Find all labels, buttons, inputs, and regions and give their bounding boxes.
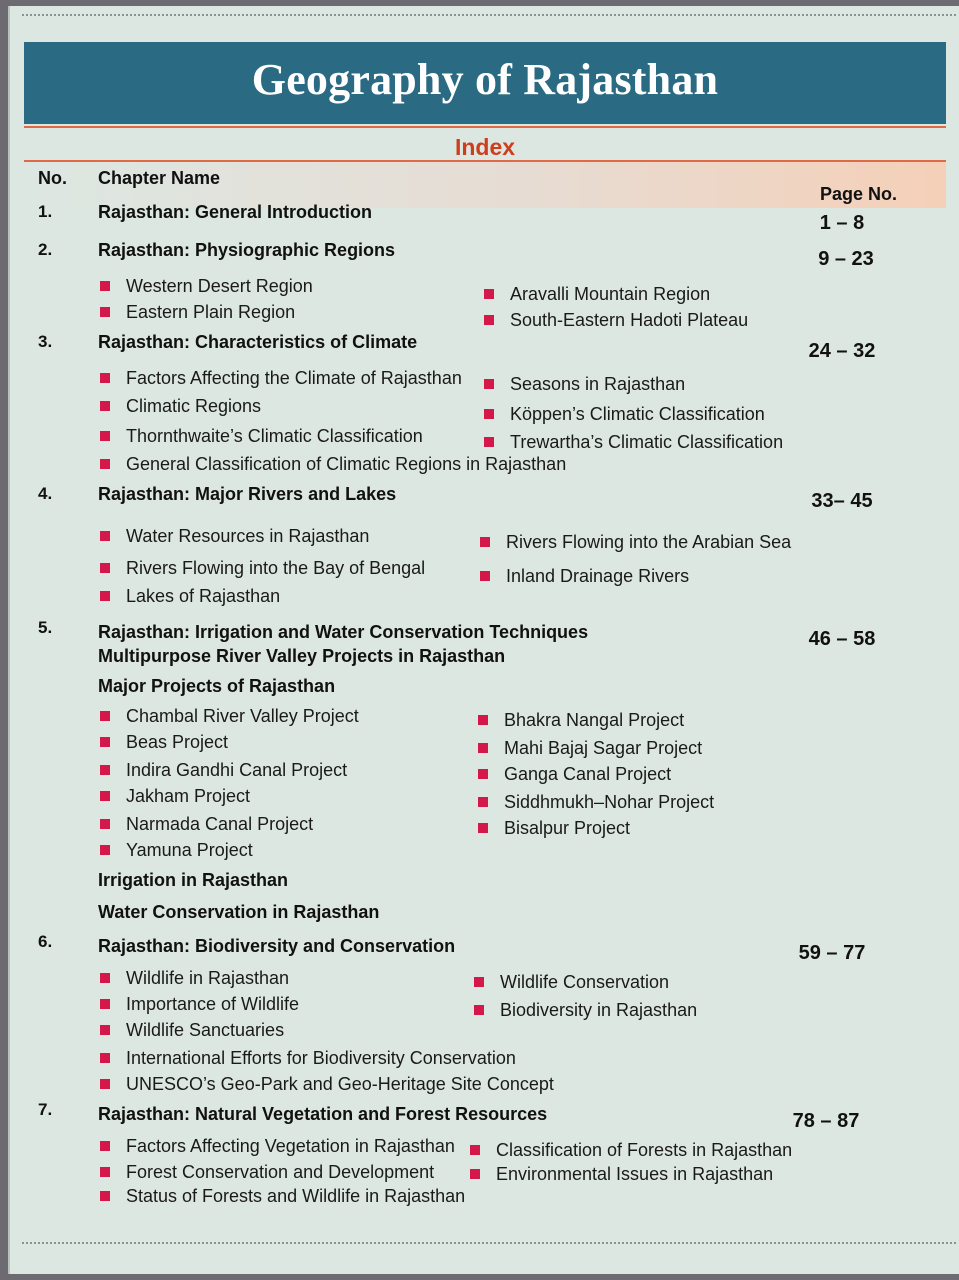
list-item: Climatic Regions — [100, 396, 261, 417]
square-bullet-icon — [484, 379, 494, 389]
chapter-number: 4. — [38, 484, 53, 503]
page-range: 33– 45 — [811, 490, 873, 512]
square-bullet-icon — [100, 1141, 110, 1151]
square-bullet-icon — [480, 537, 490, 547]
square-bullet-icon — [100, 999, 110, 1009]
square-bullet-icon — [100, 459, 110, 469]
banner-divider — [24, 126, 946, 128]
list-item: Factors Affecting the Climate of Rajasthan — [100, 368, 462, 389]
square-bullet-icon — [478, 743, 488, 753]
section-subtitle: Major Projects of Rajasthan — [98, 676, 336, 696]
page-title: Geography of Rajasthan — [251, 55, 719, 104]
square-bullet-icon — [100, 1053, 110, 1063]
square-bullet-icon — [100, 791, 110, 801]
square-bullet-icon — [100, 373, 110, 383]
header-no: No. — [38, 168, 67, 188]
list-item: UNESCO’s Geo-Park and Geo-Heritage Site Concept — [100, 1074, 554, 1095]
square-bullet-icon — [100, 431, 110, 441]
page-range: 1 – 8 — [819, 212, 865, 234]
square-bullet-icon — [478, 715, 488, 725]
square-bullet-icon — [484, 315, 494, 325]
list-item: Jakham Project — [100, 786, 250, 807]
list-item: Water Resources in Rajasthan — [100, 526, 369, 547]
chapter-number: 7. — [38, 1100, 53, 1119]
section-subtitle: Water Conservation in Rajasthan — [98, 902, 380, 922]
header-page: Page No. — [820, 184, 898, 204]
list-item: Wildlife in Rajasthan — [100, 968, 289, 989]
square-bullet-icon — [100, 1079, 110, 1089]
list-item: Beas Project — [100, 732, 228, 753]
list-item: Eastern Plain Region — [100, 302, 295, 323]
list-item: Factors Affecting Vegetation in Rajasthan — [100, 1136, 455, 1157]
list-item: International Efforts for Biodiversity Conservation — [100, 1048, 516, 1069]
square-bullet-icon — [478, 769, 488, 779]
list-item: Inland Drainage Rivers — [480, 566, 689, 587]
square-bullet-icon — [478, 797, 488, 807]
square-bullet-icon — [484, 409, 494, 419]
square-bullet-icon — [480, 571, 490, 581]
chapter-number: 2. — [38, 240, 53, 259]
square-bullet-icon — [470, 1169, 480, 1179]
header-chapter: Chapter Name — [98, 168, 221, 188]
list-item: Environmental Issues in Rajasthan — [470, 1164, 773, 1185]
page-range: 9 – 23 — [818, 248, 874, 270]
square-bullet-icon — [484, 437, 494, 447]
list-item: Indira Gandhi Canal Project — [100, 760, 347, 781]
chapter-number: 5. — [38, 618, 53, 637]
book-page — [8, 6, 959, 1274]
page-range: 59 – 77 — [798, 942, 866, 964]
square-bullet-icon — [100, 711, 110, 721]
chapter-title: Rajasthan: Characteristics of Climate — [98, 332, 418, 352]
chapter-title: Rajasthan: Major Rivers and Lakes — [98, 484, 397, 504]
chapter-title: Rajasthan: Natural Vegetation and Forest Resources — [98, 1104, 548, 1124]
section-subtitle: Irrigation in Rajasthan — [98, 870, 289, 890]
page-border-bottom — [22, 1242, 956, 1244]
list-item: Narmada Canal Project — [100, 814, 313, 835]
square-bullet-icon — [474, 1005, 484, 1015]
index-heading: Index — [454, 134, 516, 160]
list-item: Biodiversity in Rajasthan — [474, 1000, 697, 1021]
square-bullet-icon — [100, 973, 110, 983]
list-item: Status of Forests and Wildlife in Rajasthan — [100, 1186, 465, 1207]
list-item: Yamuna Project — [100, 840, 253, 861]
chapter-number: 3. — [38, 332, 53, 351]
list-item: Bisalpur Project — [478, 818, 630, 839]
list-item: Chambal River Valley Project — [100, 706, 359, 727]
list-item: Rivers Flowing into the Arabian Sea — [480, 532, 791, 553]
page-range: 24 – 32 — [808, 340, 876, 362]
list-item: Köppen’s Climatic Classification — [484, 404, 765, 425]
square-bullet-icon — [100, 1167, 110, 1177]
square-bullet-icon — [484, 289, 494, 299]
section-subtitle: Multipurpose River Valley Projects in Rajasthan — [98, 646, 506, 666]
page-range: 46 – 58 — [808, 628, 876, 650]
list-item: Rivers Flowing into the Bay of Bengal — [100, 558, 425, 579]
square-bullet-icon — [100, 307, 110, 317]
square-bullet-icon — [100, 765, 110, 775]
chapter-title: Rajasthan: General Introduction — [98, 202, 373, 222]
chapter-title: Rajasthan: Physiographic Regions — [98, 240, 396, 260]
list-item: Seasons in Rajasthan — [484, 374, 685, 395]
list-item: Wildlife Sanctuaries — [100, 1020, 284, 1041]
list-item: Importance of Wildlife — [100, 994, 299, 1015]
list-item: Wildlife Conservation — [474, 972, 669, 993]
list-item: Aravalli Mountain Region — [484, 284, 710, 305]
list-item: Mahi Bajaj Sagar Project — [478, 738, 702, 759]
chapter-number: 6. — [38, 932, 53, 951]
square-bullet-icon — [470, 1145, 480, 1155]
list-item: Forest Conservation and Development — [100, 1162, 434, 1183]
chapter-number: 1. — [38, 202, 53, 221]
list-item: Ganga Canal Project — [478, 764, 671, 785]
square-bullet-icon — [100, 1191, 110, 1201]
page-range: 78 – 87 — [792, 1110, 860, 1132]
list-item: South-Eastern Hadoti Plateau — [484, 310, 748, 331]
chapter-title: Rajasthan: Biodiversity and Conservation — [98, 936, 456, 956]
table-header — [24, 160, 946, 208]
chapter-title: Rajasthan: Irrigation and Water Conservation Techniques — [98, 622, 589, 642]
square-bullet-icon — [100, 819, 110, 829]
square-bullet-icon — [100, 737, 110, 747]
list-item: Siddhmukh–Nohar Project — [478, 792, 714, 813]
square-bullet-icon — [100, 591, 110, 601]
list-item: Classification of Forests in Rajasthan — [470, 1140, 792, 1161]
square-bullet-icon — [100, 563, 110, 573]
square-bullet-icon — [100, 531, 110, 541]
square-bullet-icon — [100, 1025, 110, 1035]
list-item: Trewartha’s Climatic Classification — [484, 432, 783, 453]
list-item: Bhakra Nangal Project — [478, 710, 684, 731]
square-bullet-icon — [100, 401, 110, 411]
page-border-top — [22, 14, 956, 16]
list-item: Western Desert Region — [100, 276, 313, 297]
title-banner — [24, 42, 946, 124]
square-bullet-icon — [478, 823, 488, 833]
list-item: Thornthwaite’s Climatic Classification — [100, 426, 423, 447]
square-bullet-icon — [474, 977, 484, 987]
square-bullet-icon — [100, 281, 110, 291]
list-item: Lakes of Rajasthan — [100, 586, 280, 607]
list-item: General Classification of Climatic Regions in Rajasthan — [100, 454, 566, 475]
square-bullet-icon — [100, 845, 110, 855]
